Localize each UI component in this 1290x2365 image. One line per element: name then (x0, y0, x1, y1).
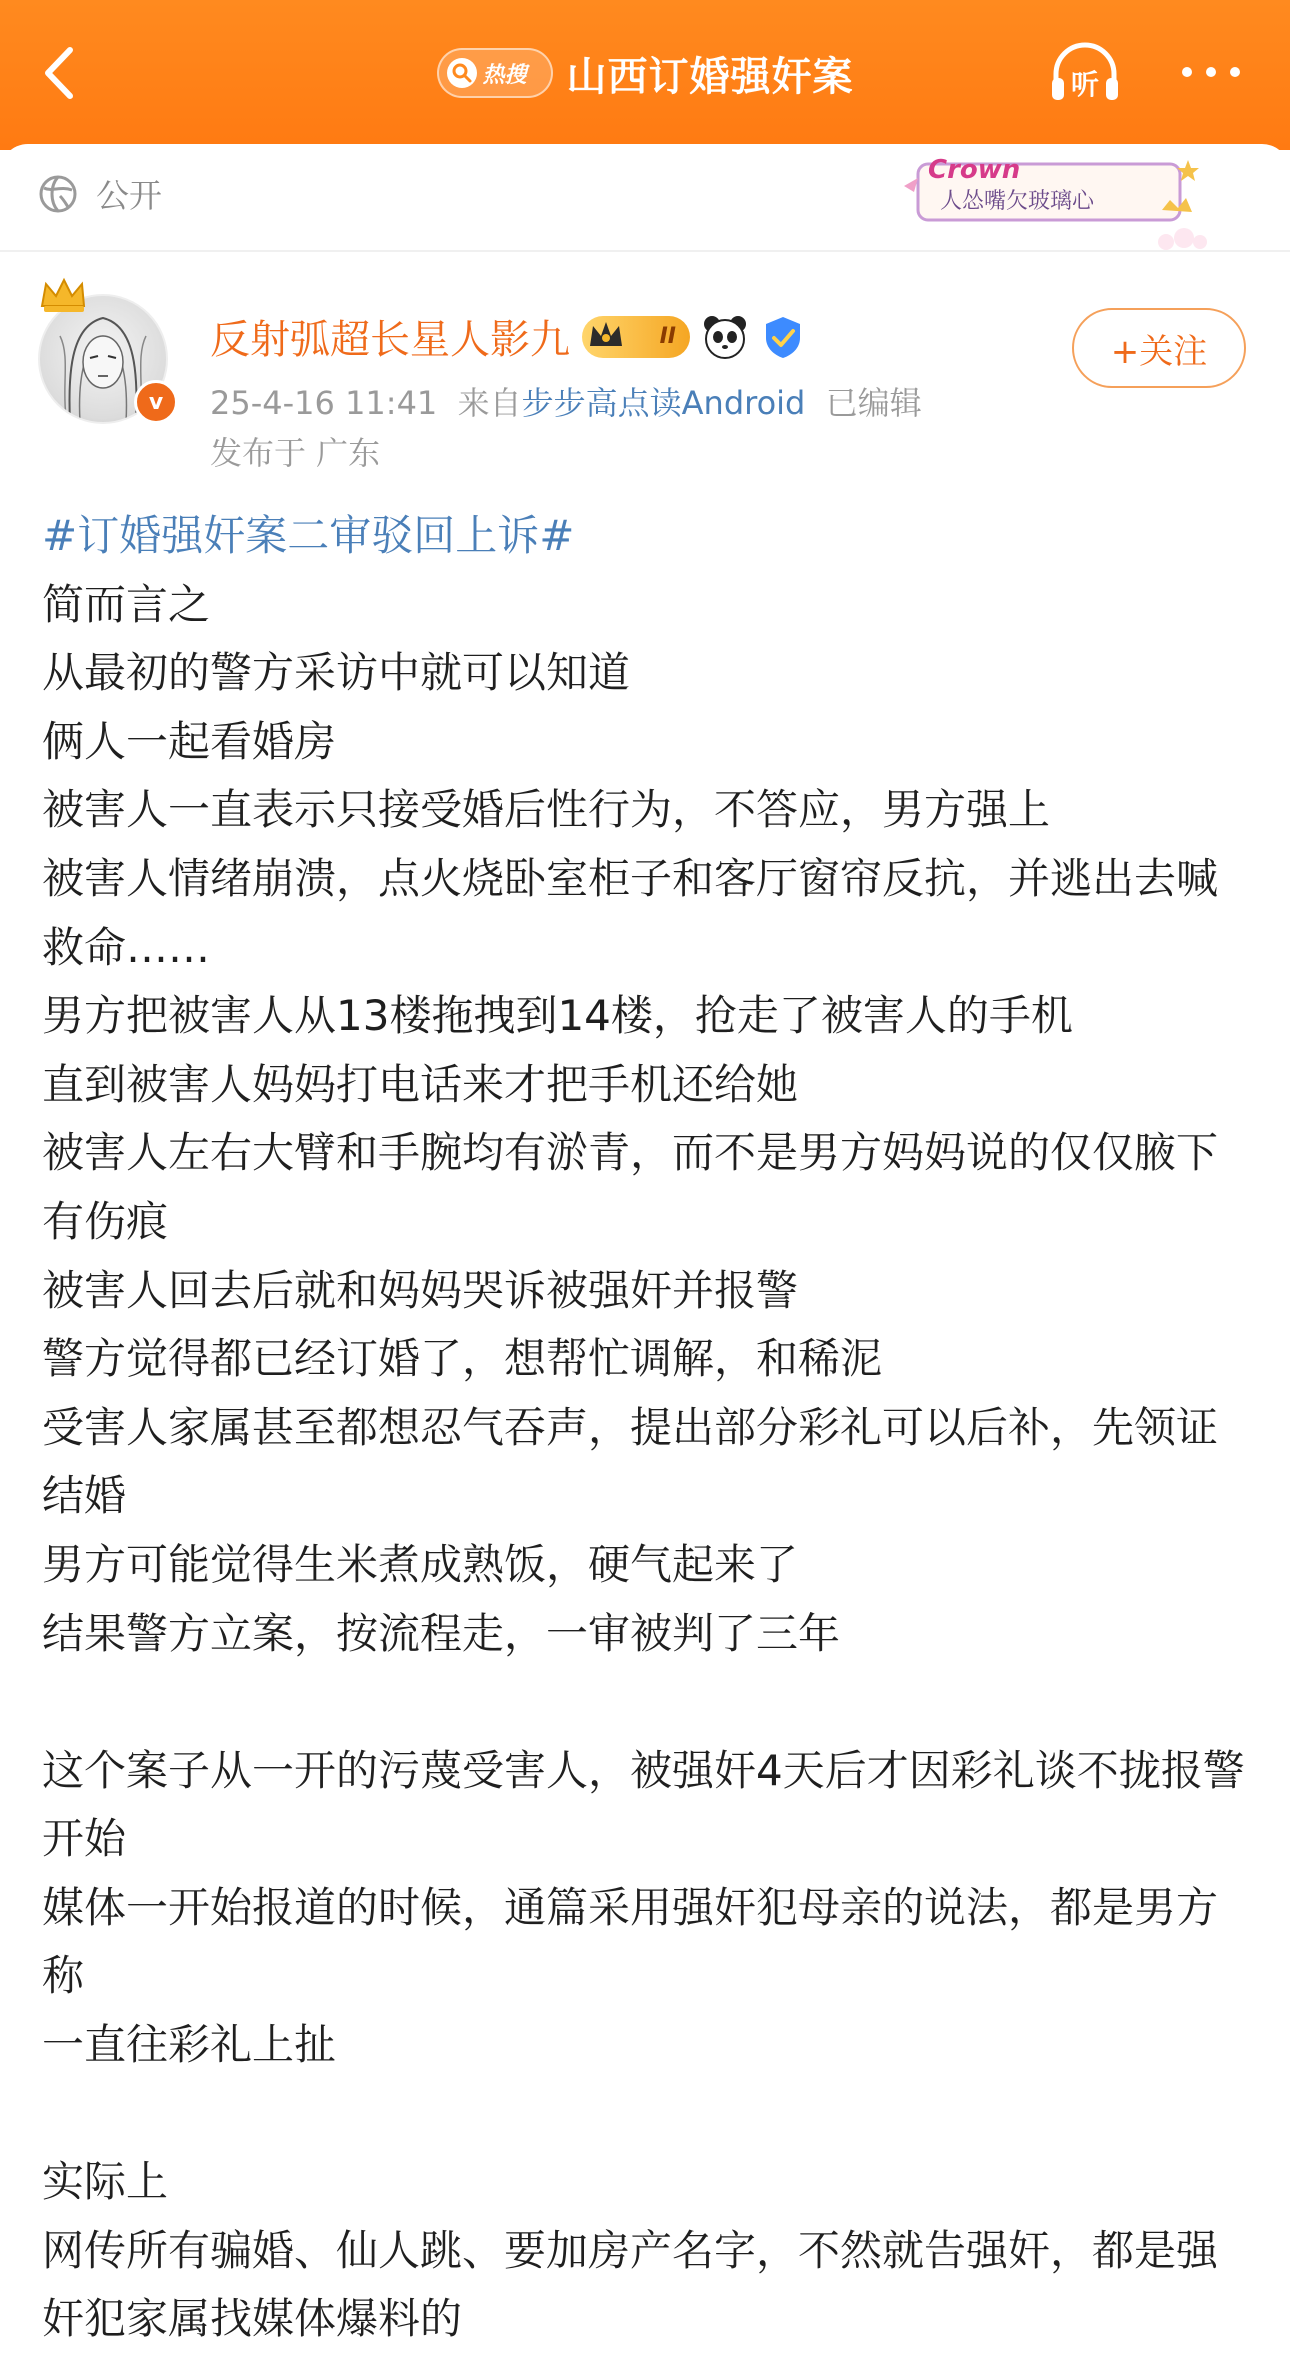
post-line: 结果警方立案，按流程走，一审被判了三年 (42, 1608, 841, 1658)
search-icon (447, 58, 477, 88)
shield-icon[interactable] (760, 314, 806, 360)
dot-icon (1206, 67, 1216, 77)
author-name-row (210, 308, 806, 365)
divider (0, 250, 1290, 252)
headphones-icon (1046, 38, 1124, 108)
post-line: 被害人一直表示只接受婚后性行为，不答应，男方强上 (42, 785, 1051, 835)
post-line: 简而言之 (42, 579, 211, 629)
vip-level-badge[interactable] (582, 316, 690, 358)
listen-button[interactable] (1046, 38, 1124, 108)
post-line: 男方把被害人从13楼拖拽到14楼，抢走了被害人的手机 (42, 991, 1073, 1041)
visibility-label: 公开 (96, 176, 162, 215)
post-time: 25-4-16 11:41 (210, 384, 438, 422)
hot-search-badge[interactable] (437, 48, 553, 98)
post-content (42, 502, 1252, 2354)
more-options-button[interactable] (1176, 52, 1246, 92)
post-line: 男方可能觉得生米煮成熟饭，硬气起来了 (42, 1539, 799, 1589)
post-source-link[interactable]: 步步高点读Android (521, 384, 806, 422)
page-title: 山西订婚强奸案 (566, 53, 854, 100)
globe-icon (38, 174, 78, 214)
sticker-text: 人怂嘴欠玻璃心 (940, 189, 1095, 214)
post-line: 被害人情绪崩溃，点火烧卧室柜子和客厅窗帘反抗，并逃出去喊救命…… (42, 853, 1219, 972)
crown-icon (38, 276, 88, 316)
decoration-sticker (900, 152, 1216, 252)
visibility-row (0, 144, 1290, 250)
vip-level: II (659, 324, 676, 349)
post-line: 受害人家属甚至都想忍气吞声，提出部分彩礼可以后补，先领证结婚 (42, 1402, 1219, 1521)
topic-hashtag-link[interactable]: #订婚强奸案二审驳回上诉# (42, 511, 575, 560)
dot-icon (1182, 67, 1192, 77)
post-line: 从最初的警方采访中就可以知道 (42, 648, 631, 698)
post-line: 被害人左右大臂和手腕均有淤青，而不是男方妈妈说的仅仅腋下有伤痕 (42, 1128, 1219, 1246)
dot-icon (1230, 67, 1240, 77)
post-line: 一直往彩礼上扯 (42, 2020, 337, 2070)
edited-label[interactable]: 已编辑 (825, 384, 922, 422)
listen-label: 听 (1070, 68, 1100, 101)
post-line: 实际上 (42, 2157, 169, 2207)
blank-line (42, 1668, 1252, 1737)
author-avatar[interactable] (38, 276, 178, 426)
post-line: 这个案子从一开的污蔑受害人，被强奸4天后才因彩礼谈不拢报警开始 (42, 1745, 1245, 1864)
post-line: 被害人回去后就和妈妈哭诉被强奸并报警 (42, 1265, 799, 1315)
hot-search-label: 热搜 (482, 62, 527, 88)
post-line: 媒体一开始报道的时候，通篇采用强奸犯母亲的说法，都是男方称 (42, 1882, 1219, 2001)
verified-badge: v (134, 380, 178, 424)
blank-line (42, 2080, 1252, 2149)
post-meta (210, 378, 922, 424)
post-line: 俩人一起看婚房 (42, 716, 337, 766)
author-name[interactable]: 反射弧超长星人影九 (210, 317, 570, 363)
visibility-indicator (38, 170, 162, 217)
post-line: 警方觉得都已经订婚了，想帮忙调解，和稀泥 (42, 1334, 883, 1384)
post-line: 网传所有骗婚、仙人跳、要加房产名字，不然就告强奸，都是强奸犯家属找媒体爆料的 (42, 2225, 1219, 2344)
post-location: 发布于 广东 (210, 434, 381, 472)
top-bar (0, 0, 1290, 150)
follow-button[interactable]: +关注 (1072, 308, 1246, 388)
sticker-brand-text: Crown (928, 155, 1021, 185)
panda-icon[interactable] (702, 314, 748, 360)
crown-icon (586, 318, 626, 356)
post-line: 直到被害人妈妈打电话来才把手机还给她 (42, 1059, 799, 1109)
source-prefix: 来自 (457, 384, 522, 422)
